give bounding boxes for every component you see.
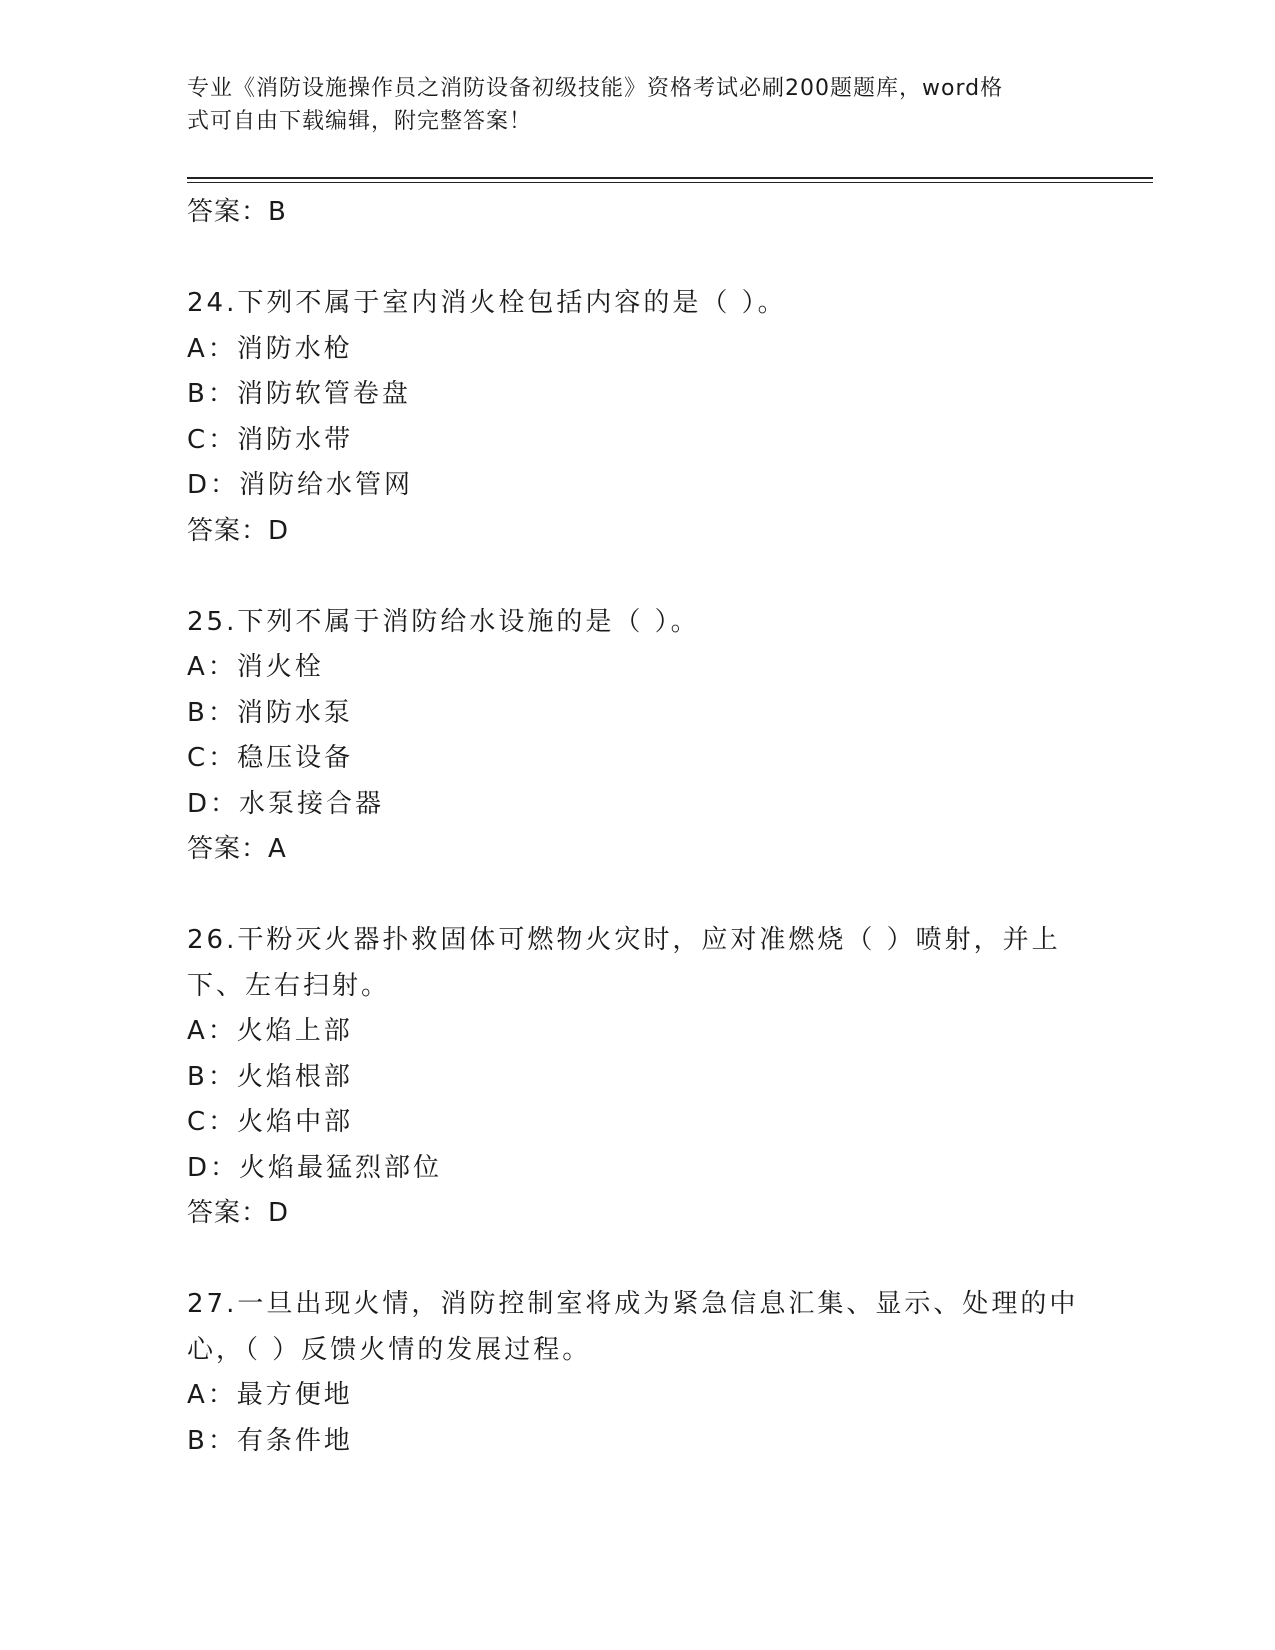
document-header bbox=[187, 72, 1067, 138]
question-list bbox=[187, 190, 1087, 1464]
spacer bbox=[187, 873, 1087, 919]
question-25-option-b: B：消防水泵 bbox=[187, 697, 353, 728]
question-26-option-c: C：火焰中部 bbox=[187, 1107, 354, 1137]
answer-23: 答案：B bbox=[187, 197, 287, 227]
header-divider-thin bbox=[187, 182, 1153, 183]
question-27-text-line-2: 心，（ ）反馈火情的发展过程。 bbox=[187, 1334, 592, 1365]
question-25 bbox=[187, 600, 1087, 873]
question-24-option-c: C：消防水带 bbox=[187, 424, 354, 455]
question-25-option-d: D：水泵接合器 bbox=[187, 788, 385, 819]
question-27 bbox=[187, 1282, 1087, 1464]
question-26 bbox=[187, 918, 1087, 1237]
question-24-option-a: A：消防水枪 bbox=[187, 333, 353, 364]
question-25-answer: 答案：A bbox=[187, 834, 287, 864]
question-25-text: 25.下列不属于消防给水设施的是（ ）。 bbox=[187, 606, 700, 637]
question-26-option-a: A：火焰上部 bbox=[187, 1016, 353, 1046]
spacer bbox=[187, 1237, 1087, 1283]
question-27-option-a: A：最方便地 bbox=[187, 1380, 353, 1410]
question-24-text: 24.下列不属于室内消火栓包括内容的是（ ）。 bbox=[187, 288, 787, 318]
header-line-1: 专业《消防设施操作员之消防设备初级技能》资格考试必刷200题题库，word格 bbox=[187, 76, 1004, 101]
question-26-text-line-1: 26.干粉灭火器扑救固体可燃物火灾时，应对准燃烧（ ）喷射，并上 bbox=[187, 925, 1061, 955]
question-26-option-b: B：火焰根部 bbox=[187, 1061, 353, 1092]
question-27-text-line-1: 27.一旦出现火情，消防控制室将成为紧急信息汇集、显示、处理的中 bbox=[187, 1289, 1079, 1319]
spacer bbox=[187, 236, 1087, 282]
question-27-option-b: B：有条件地 bbox=[187, 1425, 353, 1456]
question-24-option-b: B：消防软管卷盘 bbox=[187, 379, 411, 409]
question-26-answer: 答案：D bbox=[187, 1198, 290, 1228]
question-25-option-c: C：稳压设备 bbox=[187, 743, 354, 773]
question-25-option-a: A：消火栓 bbox=[187, 652, 324, 682]
header-divider-thick bbox=[187, 177, 1153, 179]
header-line-2: 式可自由下载编辑，附完整答案！ bbox=[187, 109, 533, 134]
question-24 bbox=[187, 281, 1087, 554]
spacer bbox=[187, 554, 1087, 600]
question-26-text-line-2: 下、左右扫射。 bbox=[187, 970, 391, 1001]
question-24-answer: 答案：D bbox=[187, 515, 290, 546]
question-26-option-d: D：火焰最猛烈部位 bbox=[187, 1152, 443, 1183]
question-24-option-d: D：消防给水管网 bbox=[187, 470, 414, 500]
